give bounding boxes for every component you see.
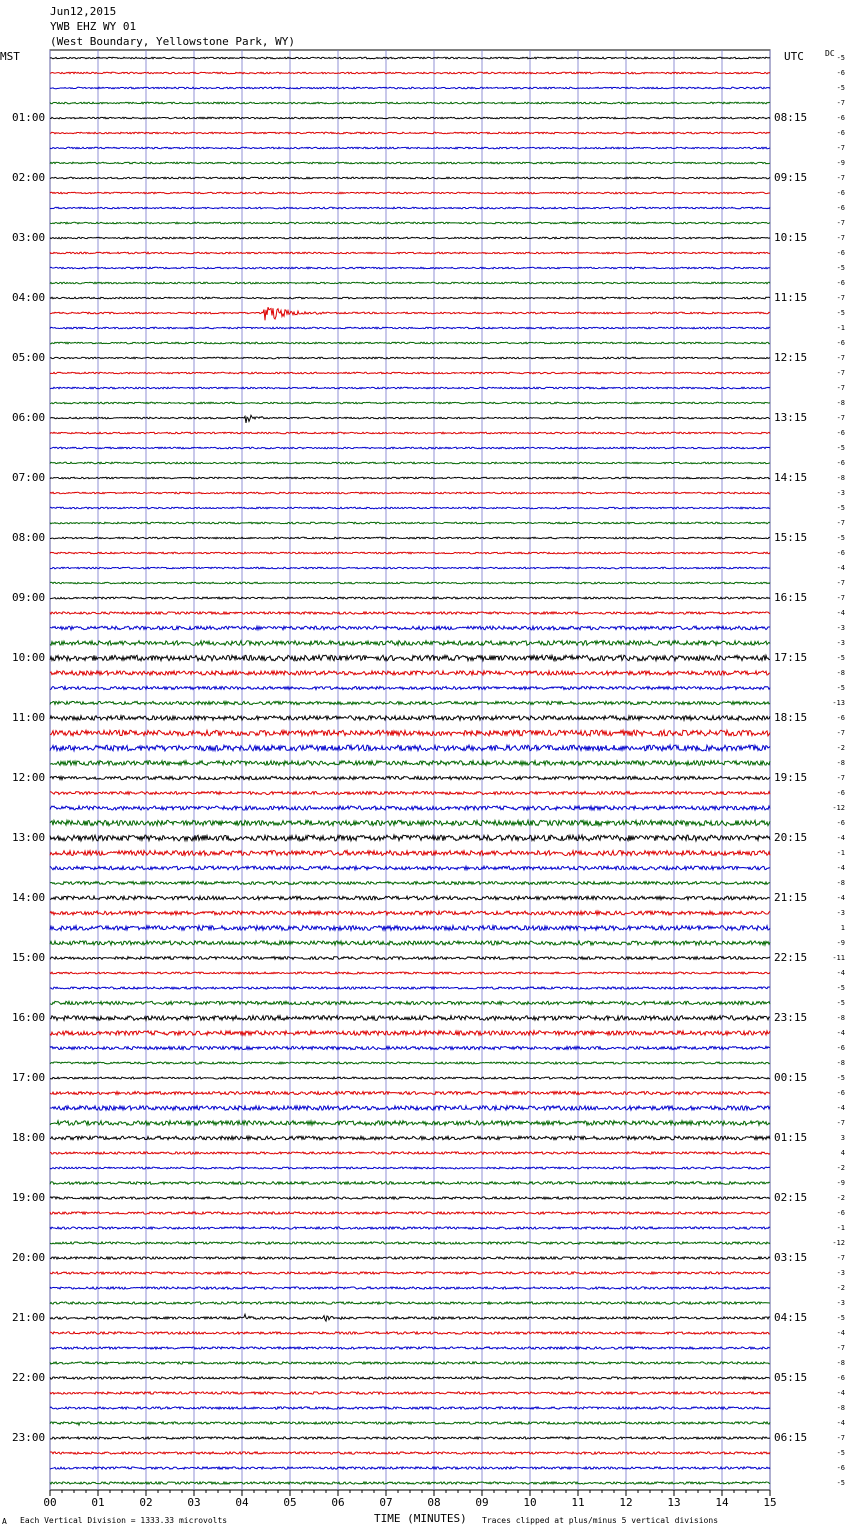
- dc-header-label: DC: [825, 49, 835, 58]
- trace-line: [50, 342, 770, 344]
- left-hour-label: 16:00: [12, 1011, 46, 1024]
- dc-offset-value: -7: [836, 234, 845, 242]
- dc-offset-value: -7: [836, 414, 845, 422]
- trace-line: [50, 192, 770, 194]
- left-hour-label: 09:00: [12, 591, 46, 604]
- dc-offset-value: -4: [836, 1104, 845, 1112]
- left-hour-label: 06:00: [12, 411, 46, 424]
- right-hour-label: 17:15: [774, 651, 808, 664]
- trace-line: [50, 1257, 770, 1259]
- dc-offset-value: -2: [836, 1194, 845, 1202]
- trace-line: [50, 1182, 770, 1185]
- left-hour-label: 11:00: [12, 711, 46, 724]
- dc-offset-value: -4: [836, 864, 845, 872]
- dc-offset-value: -6: [836, 189, 845, 197]
- x-tick-label: 03: [187, 1496, 201, 1509]
- trace-line: [50, 72, 770, 74]
- trace-line: [50, 327, 770, 329]
- left-hour-label: 13:00: [12, 831, 46, 844]
- left-hour-label: 15:00: [12, 951, 46, 964]
- trace-line: [50, 237, 770, 239]
- dc-offset-value: -6: [836, 249, 845, 257]
- x-tick-label: 01: [91, 1496, 105, 1509]
- dc-offset-value: -4: [836, 1029, 845, 1037]
- trace-line: [50, 552, 770, 554]
- dc-offset-value: -6: [836, 714, 845, 722]
- dc-offset-value: -7: [836, 519, 845, 527]
- dc-offset-value: -5: [836, 1449, 845, 1457]
- dc-offset-value: -1: [836, 324, 845, 332]
- dc-offset-value: -8: [836, 1404, 845, 1412]
- left-hour-label: 21:00: [12, 1311, 46, 1324]
- left-hour-label: 22:00: [12, 1371, 46, 1384]
- trace-line: [50, 415, 770, 423]
- right-hour-label: 13:15: [774, 411, 808, 424]
- dc-offset-value: -4: [836, 834, 845, 842]
- dc-offset-value: -2: [836, 1164, 845, 1172]
- dc-offset-value: -5: [836, 264, 845, 272]
- trace-line: [50, 1106, 770, 1110]
- trace-line: [50, 1362, 770, 1364]
- trace-line: [50, 701, 770, 704]
- trace-line: [50, 881, 770, 884]
- trace-line: [50, 597, 770, 599]
- dc-offset-value: -13: [832, 699, 845, 707]
- dc-offset-value: -6: [836, 1044, 845, 1052]
- trace-line: [50, 686, 770, 689]
- trace-line: [50, 957, 770, 960]
- dc-offset-value: -6: [836, 789, 845, 797]
- trace-line: [50, 1452, 770, 1454]
- dc-offset-value: -5: [836, 1074, 845, 1082]
- x-tick-label: 14: [715, 1496, 729, 1509]
- left-hour-label: 08:00: [12, 531, 46, 544]
- right-hour-label: 05:15: [774, 1371, 808, 1384]
- dc-offset-value: -3: [836, 639, 845, 647]
- x-axis-label: TIME (MINUTES): [374, 1512, 467, 1525]
- trace-line: [50, 267, 770, 269]
- clipping-note: Traces clipped at plus/minus 5 vertical divisions: [482, 1516, 719, 1525]
- trace-line: [50, 745, 770, 751]
- right-hour-label: 02:15: [774, 1191, 808, 1204]
- dc-offset-value: -6: [836, 129, 845, 137]
- dc-offset-value: -6: [836, 114, 845, 122]
- trace-line: [50, 447, 770, 449]
- dc-offset-value: -7: [836, 1344, 845, 1352]
- x-tick-label: 08: [427, 1496, 441, 1509]
- trace-line: [50, 372, 770, 374]
- trace-line: [50, 1332, 770, 1334]
- dc-offset-value: -1: [836, 849, 845, 857]
- dc-offset-value: -6: [836, 819, 845, 827]
- trace-line: [50, 177, 770, 179]
- right-hour-label: 09:15: [774, 171, 808, 184]
- trace-line: [50, 57, 770, 59]
- dc-offset-value: -2: [836, 744, 845, 752]
- left-hour-label: 02:00: [12, 171, 46, 184]
- right-hour-label: 19:15: [774, 771, 808, 784]
- dc-offset-value: -5: [836, 504, 845, 512]
- left-hour-label: 19:00: [12, 1191, 46, 1204]
- dc-offset-value: -5: [836, 309, 845, 317]
- dc-offset-value: -5: [836, 684, 845, 692]
- trace-line: [50, 1062, 770, 1064]
- dc-offset-value: -3: [836, 1269, 845, 1277]
- dc-offset-value: -12: [832, 1239, 845, 1247]
- right-hour-label: 00:15: [774, 1071, 808, 1084]
- trace-line: [50, 1031, 770, 1035]
- dc-offset-value: -5: [836, 999, 845, 1007]
- trace-line: [50, 655, 770, 660]
- dc-offset-value: -6: [836, 339, 845, 347]
- x-tick-label: 10: [523, 1496, 537, 1509]
- x-tick-label: 13: [667, 1496, 681, 1509]
- vertical-division-note: Each Vertical Division = 1333.33 microvolts: [20, 1516, 228, 1525]
- trace-line: [50, 462, 770, 464]
- trace-line: [50, 911, 770, 915]
- dc-offset-value: -12: [832, 804, 845, 812]
- trace-line: [50, 1422, 770, 1425]
- trace-line: [50, 972, 770, 974]
- trace-line: [50, 1242, 770, 1244]
- trace-line: [50, 117, 770, 119]
- dc-offset-value: -9: [836, 1179, 845, 1187]
- trace-line: [50, 1314, 770, 1321]
- dc-offset-value: -6: [836, 1209, 845, 1217]
- trace-line: [50, 612, 770, 614]
- trace-line: [50, 1377, 770, 1379]
- dc-offset-value: -4: [836, 1419, 845, 1427]
- dc-offset-value: -7: [836, 594, 845, 602]
- left-hour-label: 17:00: [12, 1071, 46, 1084]
- dc-offset-value: -7: [836, 774, 845, 782]
- right-hour-label: 11:15: [774, 291, 808, 304]
- left-hour-label: 07:00: [12, 471, 46, 484]
- trace-line: [50, 806, 770, 810]
- right-hour-label: 06:15: [774, 1431, 808, 1444]
- trace-line: [50, 132, 770, 134]
- trace-line: [50, 896, 770, 900]
- left-hour-label: 04:00: [12, 291, 46, 304]
- trace-line: [50, 222, 770, 224]
- trace-line: [50, 866, 770, 870]
- trace-line: [50, 537, 770, 539]
- left-hour-label: 12:00: [12, 771, 46, 784]
- right-hour-label: 10:15: [774, 231, 808, 244]
- trace-line: [50, 1227, 770, 1229]
- dc-offset-value: -6: [836, 69, 845, 77]
- dc-offset-value: -7: [836, 174, 845, 182]
- x-tick-label: 02: [139, 1496, 153, 1509]
- left-hour-label: 01:00: [12, 111, 46, 124]
- dc-offset-value: -8: [836, 1014, 845, 1022]
- trace-line: [50, 1212, 770, 1214]
- trace-line: [50, 1407, 770, 1409]
- trace-line: [50, 582, 770, 584]
- trace-line: [50, 387, 770, 389]
- dc-offset-value: -2: [836, 1284, 845, 1292]
- dc-offset-value: -4: [836, 1329, 845, 1337]
- dc-offset-value: -8: [836, 669, 845, 677]
- trace-line: [50, 477, 770, 479]
- trace-line: [50, 761, 770, 766]
- dc-offset-value: -7: [836, 99, 845, 107]
- trace-line: [50, 162, 770, 164]
- trace-line: [50, 776, 770, 779]
- dc-offset-value: -3: [836, 624, 845, 632]
- right-hour-label: 12:15: [774, 351, 808, 364]
- trace-line: [50, 402, 770, 404]
- trace-line: [50, 1152, 770, 1154]
- dc-offset-value: -5: [836, 1314, 845, 1322]
- trace-line: [50, 522, 770, 524]
- trace-line: [50, 492, 770, 494]
- trace-line: [50, 1467, 770, 1469]
- trace-line: [50, 1121, 770, 1126]
- dc-offset-value: -4: [836, 894, 845, 902]
- trace-line: [50, 1272, 770, 1274]
- dc-offset-value: -3: [836, 909, 845, 917]
- dc-offset-value: -1: [836, 1224, 845, 1232]
- right-timezone-label: UTC: [784, 50, 804, 63]
- x-tick-label: 15: [763, 1496, 777, 1509]
- dc-offset-value: -7: [836, 1254, 845, 1262]
- trace-line: [50, 1016, 770, 1021]
- trace-line: [50, 102, 770, 104]
- dc-offset-value: -5: [836, 1479, 845, 1487]
- trace-line: [50, 671, 770, 675]
- left-hour-label: 23:00: [12, 1431, 46, 1444]
- dc-offset-value: -9: [836, 939, 845, 947]
- dc-offset-value: -6: [836, 1089, 845, 1097]
- dc-offset-value: -6: [836, 549, 845, 557]
- trace-line: [50, 357, 770, 359]
- left-hour-label: 03:00: [12, 231, 46, 244]
- right-hour-label: 15:15: [774, 531, 808, 544]
- trace-line: [50, 641, 770, 646]
- trace-line: [50, 1077, 770, 1079]
- dc-offset-value: -8: [836, 879, 845, 887]
- trace-line: [50, 820, 770, 825]
- dc-offset-value: -5: [836, 444, 845, 452]
- dc-offset-value: -7: [836, 354, 845, 362]
- dc-offset-value: -5: [836, 84, 845, 92]
- x-tick-label: 00: [43, 1496, 57, 1509]
- right-hour-label: 08:15: [774, 111, 808, 124]
- trace-line: [50, 207, 770, 209]
- right-hour-label: 23:15: [774, 1011, 808, 1024]
- trace-line: [50, 1302, 770, 1304]
- dc-offset-value: -4: [836, 969, 845, 977]
- header-station: YWB EHZ WY 01: [50, 20, 137, 33]
- x-tick-label: 11: [571, 1496, 585, 1509]
- header-date: Jun12,2015: [50, 5, 117, 18]
- trace-line: [50, 567, 770, 569]
- trace-line: [50, 282, 770, 284]
- dc-offset-value: -7: [836, 1434, 845, 1442]
- trace-line: [50, 716, 770, 720]
- trace-line: [50, 1136, 770, 1140]
- dc-offset-value: -7: [836, 144, 845, 152]
- corner-mark: A: [2, 1517, 7, 1526]
- right-hour-label: 04:15: [774, 1311, 808, 1324]
- dc-offset-value: -8: [836, 1059, 845, 1067]
- dc-offset-value: 3: [840, 1134, 845, 1142]
- x-tick-label: 06: [331, 1496, 345, 1509]
- x-tick-label: 04: [235, 1496, 249, 1509]
- right-hour-label: 20:15: [774, 831, 808, 844]
- dc-offset-value: -7: [836, 219, 845, 227]
- trace-line: [50, 926, 770, 931]
- right-hour-label: 01:15: [774, 1131, 808, 1144]
- right-hour-label: 16:15: [774, 591, 808, 604]
- x-tick-label: 07: [379, 1496, 393, 1509]
- trace-line: [50, 1437, 770, 1439]
- dc-offset-value: -6: [836, 1374, 845, 1382]
- trace-line: [50, 1392, 770, 1394]
- dc-offset-value: -6: [836, 1464, 845, 1472]
- dc-offset-value: -7: [836, 579, 845, 587]
- trace-line: [50, 297, 770, 299]
- dc-offset-value: -8: [836, 474, 845, 482]
- dc-offset-value: 1: [840, 924, 845, 932]
- dc-offset-value: -6: [836, 204, 845, 212]
- dc-offset-value: -5: [836, 534, 845, 542]
- left-timezone-label: MST: [0, 50, 20, 63]
- plot-frame: [50, 50, 770, 1490]
- trace-line: [50, 1046, 770, 1049]
- trace-line: [50, 626, 770, 630]
- trace-line: [50, 941, 770, 945]
- header-location: (West Boundary, Yellowstone Park, WY): [50, 35, 296, 48]
- trace-line: [50, 1001, 770, 1004]
- trace-line: [50, 1482, 770, 1484]
- dc-offset-value: -4: [836, 609, 845, 617]
- trace-line: [50, 987, 770, 989]
- x-tick-label: 05: [283, 1496, 297, 1509]
- trace-line: [50, 1091, 770, 1094]
- dc-offset-value: -9: [836, 159, 845, 167]
- trace-line: [50, 1287, 770, 1289]
- trace-line: [50, 252, 770, 254]
- left-hour-label: 10:00: [12, 651, 46, 664]
- dc-offset-value: -6: [836, 459, 845, 467]
- left-hour-label: 18:00: [12, 1131, 46, 1144]
- trace-line: [50, 1197, 770, 1199]
- dc-offset-value: -5: [836, 54, 845, 62]
- dc-offset-value: -7: [836, 294, 845, 302]
- right-hour-label: 18:15: [774, 711, 808, 724]
- trace-line: [50, 1347, 770, 1349]
- trace-line: [50, 307, 770, 320]
- dc-offset-value: -7: [836, 384, 845, 392]
- dc-offset-value: -8: [836, 1359, 845, 1367]
- dc-offset-value: -11: [832, 954, 845, 962]
- dc-offset-value: -5: [836, 654, 845, 662]
- dc-offset-value: -6: [836, 429, 845, 437]
- dc-offset-value: -4: [836, 564, 845, 572]
- x-tick-label: 12: [619, 1496, 633, 1509]
- x-tick-label: 09: [475, 1496, 489, 1509]
- right-hour-label: 14:15: [774, 471, 808, 484]
- dc-offset-value: 4: [840, 1149, 845, 1157]
- trace-line: [50, 730, 770, 736]
- dc-offset-value: -6: [836, 279, 845, 287]
- dc-offset-value: -3: [836, 1299, 845, 1307]
- right-hour-label: 03:15: [774, 1251, 808, 1264]
- dc-offset-value: -8: [836, 399, 845, 407]
- left-hour-label: 05:00: [12, 351, 46, 364]
- dc-offset-value: -3: [836, 489, 845, 497]
- right-hour-label: 22:15: [774, 951, 808, 964]
- trace-line: [50, 1167, 770, 1169]
- trace-line: [50, 147, 770, 149]
- trace-line: [50, 791, 770, 794]
- left-hour-label: 14:00: [12, 891, 46, 904]
- dc-offset-value: -8: [836, 759, 845, 767]
- dc-offset-value: -5: [836, 984, 845, 992]
- trace-line: [50, 835, 770, 841]
- trace-line: [50, 851, 770, 856]
- dc-offset-value: -7: [836, 729, 845, 737]
- dc-offset-value: -7: [836, 369, 845, 377]
- dc-offset-value: -4: [836, 1389, 845, 1397]
- left-hour-label: 20:00: [12, 1251, 46, 1264]
- trace-line: [50, 87, 770, 89]
- dc-offset-value: -7: [836, 1119, 845, 1127]
- trace-line: [50, 507, 770, 509]
- right-hour-label: 21:15: [774, 891, 808, 904]
- trace-line: [50, 432, 770, 434]
